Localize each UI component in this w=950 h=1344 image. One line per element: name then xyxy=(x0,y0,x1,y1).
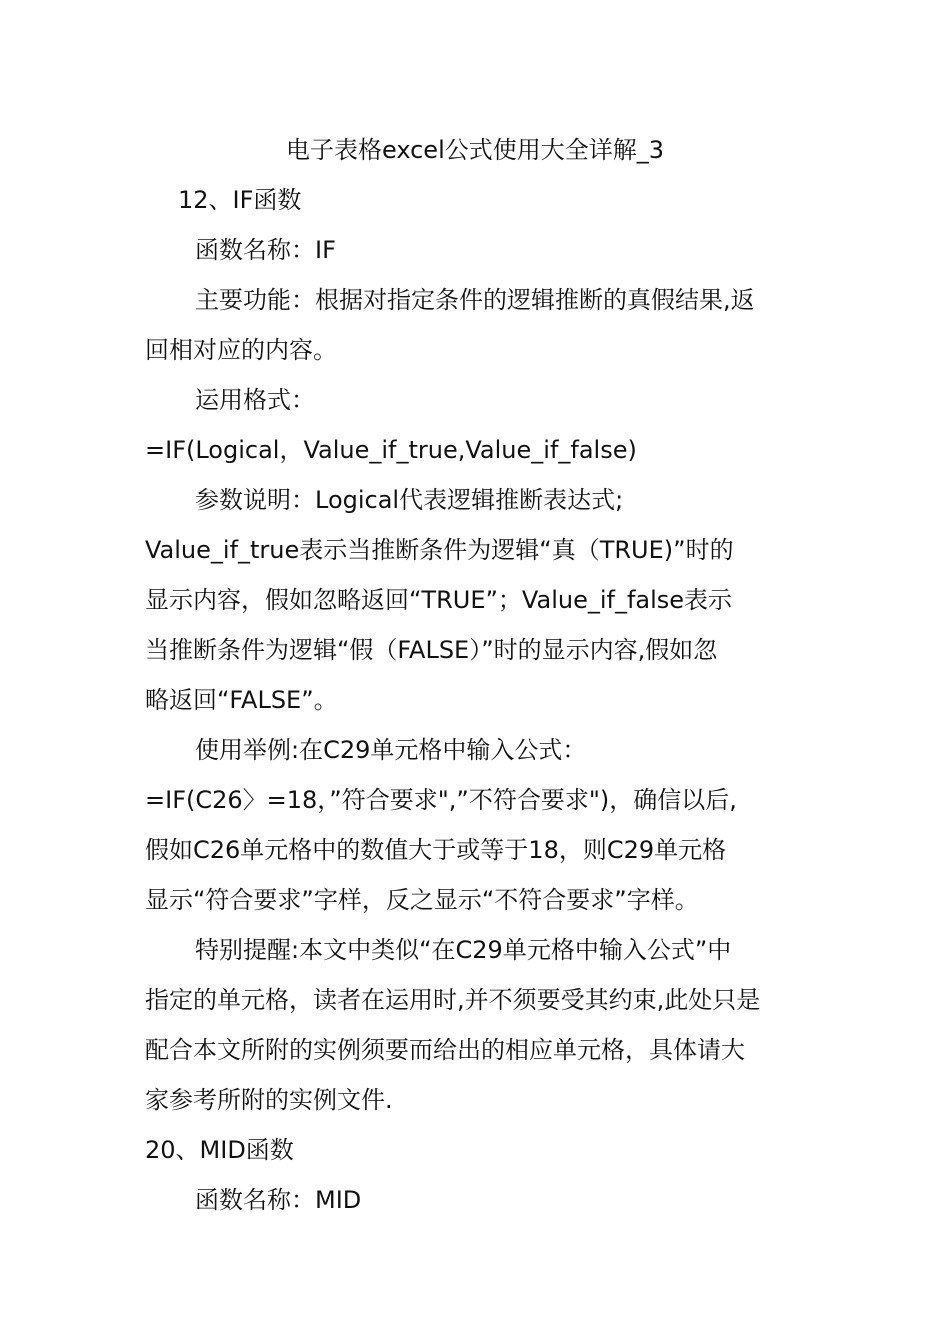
parameter-description-line-5: 略返回“FALSE”。 xyxy=(145,686,338,714)
special-note-line-2: 指定的单元格，读者在运用时,并不须要受其约束,此处只是 xyxy=(145,986,761,1014)
usage-format-label: 运用格式： xyxy=(195,386,315,414)
parameter-description-line-3: 显示内容，假如忽略返回“TRUE”；Value_if_false表示 xyxy=(145,586,733,614)
usage-format-formula: =IF(Logical，Value_if_true,Value_if_false) xyxy=(145,436,637,464)
main-function-line-1: 主要功能：根据对指定条件的逻辑推断的真假结果,返 xyxy=(195,286,755,314)
example-line-1: 使用举例:在C29单元格中输入公式： xyxy=(195,736,587,764)
example-line-3: 假如C26单元格中的数值大于或等于18，则C29单元格 xyxy=(145,836,727,864)
special-note-line-4: 家参考所附的实例文件. xyxy=(145,1086,393,1114)
parameter-description-line-4: 当推断条件为逻辑“假（FALSE）”时的显示内容,假如忽 xyxy=(145,636,718,664)
section-heading-mid: 20、MID函数 xyxy=(145,1136,294,1164)
section-heading-if: 12、IF函数 xyxy=(178,186,302,214)
example-line-2: =IF(C26〉=18，”符合要求",”不符合要求")，确信以后, xyxy=(145,786,737,814)
example-line-4: 显示“符合要求”字样，反之显示“不符合要求”字样。 xyxy=(145,886,699,914)
function-name-mid: 函数名称：MID xyxy=(195,1186,362,1214)
special-note-line-1: 特别提醒:本文中类似“在C29单元格中输入公式”中 xyxy=(195,936,732,964)
parameter-description-line-2: Value_if_true表示当推断条件为逻辑“真（TRUE)”时的 xyxy=(145,536,734,564)
page-title: 电子表格excel公式使用大全详解_3 xyxy=(285,136,665,164)
parameter-description-line-1: 参数说明：Logical代表逻辑推断表达式; xyxy=(195,486,624,514)
function-name-if: 函数名称：IF xyxy=(195,236,336,264)
special-note-line-3: 配合本文所附的实例须要而给出的相应单元格，具体请大 xyxy=(145,1036,745,1064)
main-function-line-2: 回相对应的内容。 xyxy=(145,336,337,364)
